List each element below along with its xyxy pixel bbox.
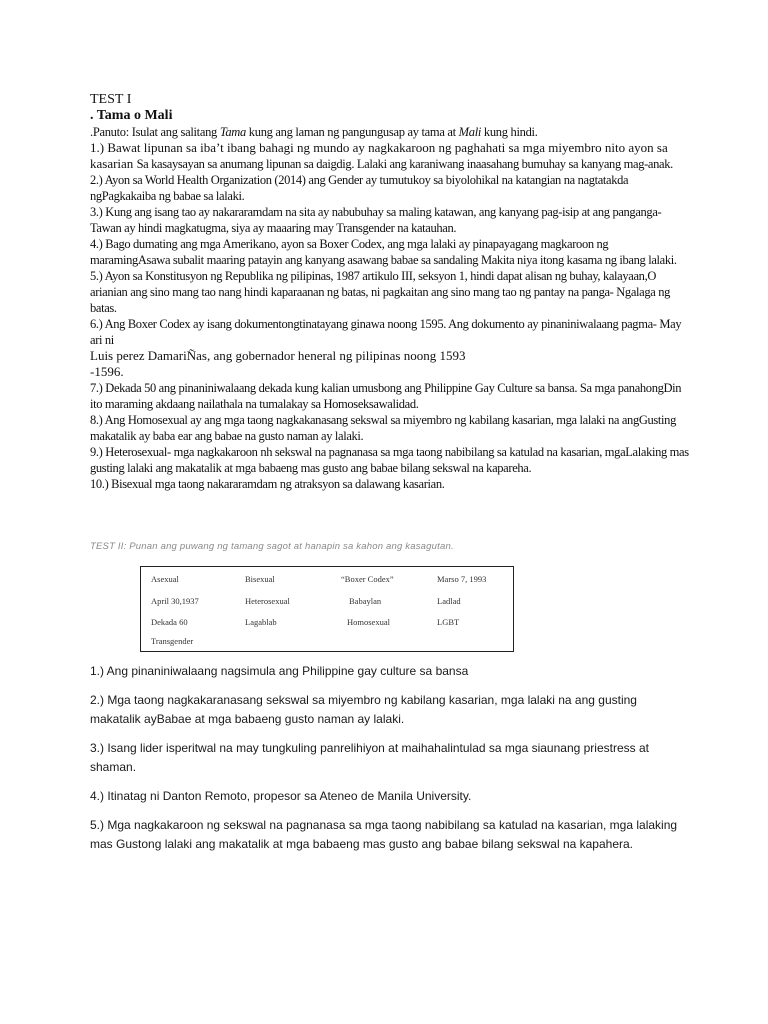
choice-cell: Lagablab [245, 617, 277, 627]
choice-cell: April 30,1937 [151, 596, 199, 606]
test-one-item: 5.) Ayon sa Konstitusyon ng Republika ng pilipinas, 1987 artikulo III, seksyon 1, hindi dapat alisan ng buhay, kalayaan,O arianian ang sino mang tao nang hindi kaparaanan ng batas, ni pagkaitan ang sino mang tao ng pantay na panga- Ngalaga ng batas. [90, 269, 671, 315]
test-one-subtitle: . Tama o Mali [90, 108, 173, 123]
choice-cell: Dekada 60 [151, 617, 188, 627]
test-one-item: Luis perez DamariÑas, ang gobernador heneral ng pilipinas noong 1593 [90, 348, 466, 363]
choice-cell: Homosexual [347, 617, 390, 627]
test-one-item: 4.) Bago dumating ang mga Amerikano, ayon sa Boxer Codex, ang mga lalaki ay pinapayagang magkaroon ng maramingAsawa subalit maaring patayin ang kanyang asawang babae sa sandaling Makita niya itong kasama ng ibang lalaki. [90, 237, 677, 267]
test-one-item: 6.) Ang Boxer Codex ay isang dokumentongtinatayang ginawa noong 1595. Ang dokumento ay pinaniniwalaang pagma- May ari ni [90, 317, 682, 347]
choice-cell: Heterosexual [245, 596, 290, 606]
test-one-item: -1596. [90, 364, 124, 379]
test-two-question: 2.) Mga taong nagkakaranasang sekswal sa miyembro ng kabilang kasarian, mga lalaki na ang gusting makatalik ayBabae at mga babaeng gusto naman ay lalaki. [90, 693, 637, 726]
test-two-questions [90, 662, 680, 864]
choice-cell: Babaylan [349, 596, 382, 606]
choice-cell: Ladlad [437, 596, 461, 606]
test-one-title: TEST I [90, 92, 132, 107]
choice-cell: LGBT [437, 617, 460, 627]
test-two-question: 5.) Mga nagkakaroon ng sekswal na pagnanasa sa mga taong nabibilang sa katulad na kasarian, mga lalaking mas Gustong lalaki ang makatalik at mga babaeng mas gusto ang babae bilang sekswal na kapahera. [90, 818, 678, 851]
test-one-section [90, 92, 690, 492]
test-one-item: 10.) Bisexual mga taong nakararamdam ng atraksyon sa dalawang kasarian. [90, 477, 445, 491]
test-two-question: 3.) Isang lider isperitwal na may tungkuling panrelihiyon at maihahalintulad sa mga siaunang priestress at shaman. [90, 741, 649, 774]
test-two-question: 1.) Ang pinaniniwalaang nagsimula ang Philippine gay culture sa bansa [90, 664, 469, 678]
test-one-item: 9.) Heterosexual- mga nagkakaroon nh sekswal na pagnanasa sa mga taong nabibilang sa katulad na kasarian, mgaLalaking mas gusting lalaki ang makatalik at mga babaeng mas gusto ang babae bilang sekswal na kapareha. [90, 445, 689, 475]
choice-cell: “Boxer Codex” [341, 574, 394, 584]
choice-cell: Marso 7, 1993 [437, 574, 487, 584]
test-one-item: 3.) Kung ang isang tao ay nakararamdam na sita ay nabubuhay sa maling katawan, ang kanyang pag-isip at ang panganga-Tawan ay hindi magkatugma, siya ay maaaring may Transgender na katauhan. [90, 205, 662, 235]
test-one-item: 8.) Ang Homosexual ay ang mga taong nagkakanasang sekswal sa miyembro ng kabilang kasarian, mga lalaki na angGusting makatalik ay baba ear ang babae na gusto naman ay lalaki. [90, 413, 676, 443]
test-two-question: 4.) Itinatag ni Danton Remoto, propesor sa Ateneo de Manila University. [90, 789, 472, 803]
test-one-instruction: .Panuto: Isulat ang salitang Tama kung ang laman ng pangungusap ay tama at Mali kung hindi. [90, 125, 538, 139]
test-one-item: 1.) Bawat lipunan sa iba’t ibang bahagi ng mundo ay nagkakaroon ng paghahati sa mga miyembro nito ayon sa kasarian Sa kasaysayan sa anumang lipunan sa daigdig. Lalaki ang karaniwang inaasahang bumuhay sa kanyang mag-anak. [90, 140, 673, 171]
choice-cell: Asexual [151, 574, 179, 584]
test-one-item: 2.) Ayon sa World Health Organization (2014) ang Gender ay tumutukoy sa biyolohikal na katangian na nagtatakda ngPagkakaiba ng babae sa lalaki. [90, 173, 629, 203]
test-one-item: 7.) Dekada 50 ang pinaniniwalaang dekada kung kalian umusbong ang Philippine Gay Culture sa bansa. Sa mga panahongDin ito maraming akdaang nailathala na tumalakay sa Homoseksawalidad. [90, 381, 682, 411]
choice-cell: Transgender [151, 636, 194, 646]
test-two-heading: TEST II: Punan ang puwang ng tamang sagot at hanapin sa kahon ang kasagutan. [90, 541, 454, 552]
choice-cell: Bisexual [245, 574, 275, 584]
answer-choices-box [140, 566, 514, 652]
